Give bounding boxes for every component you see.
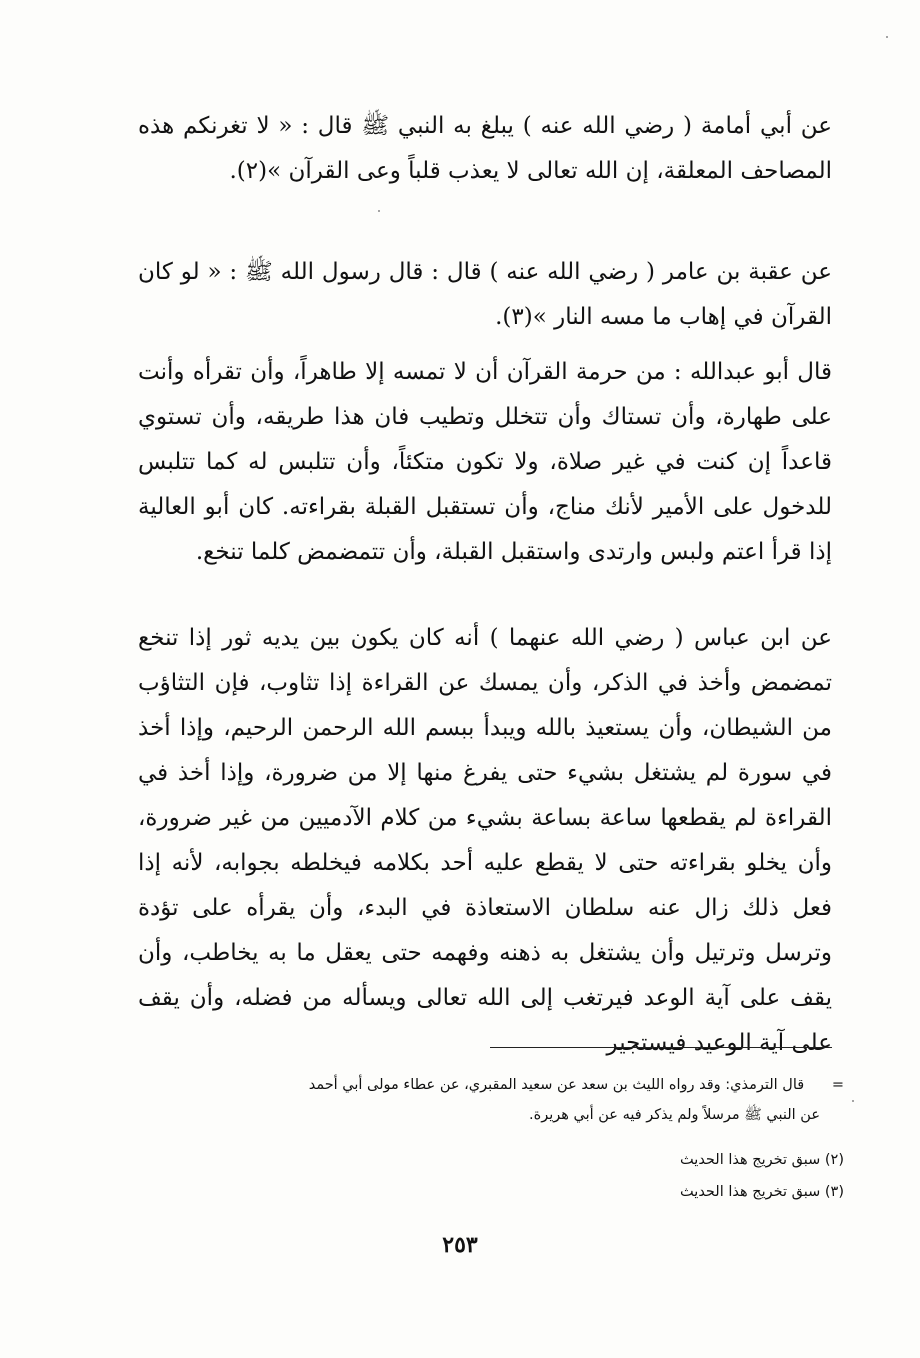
footnote-divider (490, 1047, 832, 1048)
footnote-continuation-text-1: قال الترمذي: وقد رواه الليث بن سعد عن سعيد المقبري، عن عطاء مولى أبي أحمد (308, 1077, 805, 1093)
paragraph-abu-abdullah: قال أبو عبدالله : من حرمة القرآن أن لا تمسه إلا طاهراً، وأن تقرأه وأنت على طهارة، وأن تستاك وأن تتخلل وتطيب فان هذا طريقه، وأن تستوي قاعداً إن كنت في غير صلاة، ولا تكون متكئاً، وأن تتلبس له كما تتلبس للدخول على الأمير لأنك مناج، وأن تستقبل القبلة بقراءته. كان أبو العالية إذا قرأ اعتم ولبس وارتدى واستقبل القبلة، وأن تتمضمض كلما تنخع. (138, 359, 832, 565)
scan-speck (852, 1100, 854, 1102)
footnote-continuation-line-1 (150, 1070, 844, 1100)
footnote-continuation-marker: = (831, 1077, 844, 1093)
hadith-abu-umama: عن أبي أمامة ( رضي الله عنه ) يبلغ به النبي ﷺ قال : « لا تغرنكم هذه المصاحف المعلقة، إن الله تعالى لا يعذب قلباً وعى القرآن »(٢). (138, 113, 832, 184)
hadith-uqba-ibn-amir: عن عقبة بن عامر ( رضي الله عنه ) قال : قال رسول الله ﷺ : « لو كان القرآن في إهاب ما مسه النار »(٣). (138, 259, 832, 330)
footnote-2: (٢) سبق تخريج هذا الحديث (680, 1152, 844, 1168)
footnote-continuation-text-2: عن النبي ﷺ مرسلاً ولم يذكر فيه عن أبي هريرة. (529, 1107, 820, 1123)
footnote-continuation (150, 1070, 844, 1130)
footnote-3: (٣) سبق تخريج هذا الحديث (680, 1184, 844, 1200)
scan-speck (886, 36, 888, 38)
page-number: ٢٥٣ (442, 1232, 478, 1258)
footnote-list (560, 1144, 844, 1208)
hadith-ibn-abbas: عن ابن عباس ( رضي الله عنهما ) أنه كان يكون بين يديه ثور إذا تنخع تمضمض وأخذ في الذكر، وأن يمسك عن القراءة إذا تثاوب، فإن التثاؤب من الشيطان، وأن يستعيذ بالله ويبدأ ببسم الله الرحمن الرحيم، وإذا أخذ في سورة لم يشتغل بشيء حتى يفرغ منها إلا من ضرورة، وإذا أخذ في القراءة لم يقطعها ساعة بساعة بشيء من كلام الآدميين من غير ضرورة، وأن يخلو بقراءته حتى لا يقطع عليه أحد بكلامه فيخلطه بجوابه، لأنه إذا فعل ذلك زال عنه سلطان الاستعاذة في البدء، وأن يقرأه على تؤدة وترسل وترتيل وأن يشتغل به ذهنه وفهمه حتى يعقل ما به يخاطب، وأن يقف على آية الوعد فيرتغب إلى الله تعالى ويسأله من فضله، وأن يقف على آية الوعيد فيستجير (138, 625, 832, 1056)
scan-speck (378, 210, 380, 212)
